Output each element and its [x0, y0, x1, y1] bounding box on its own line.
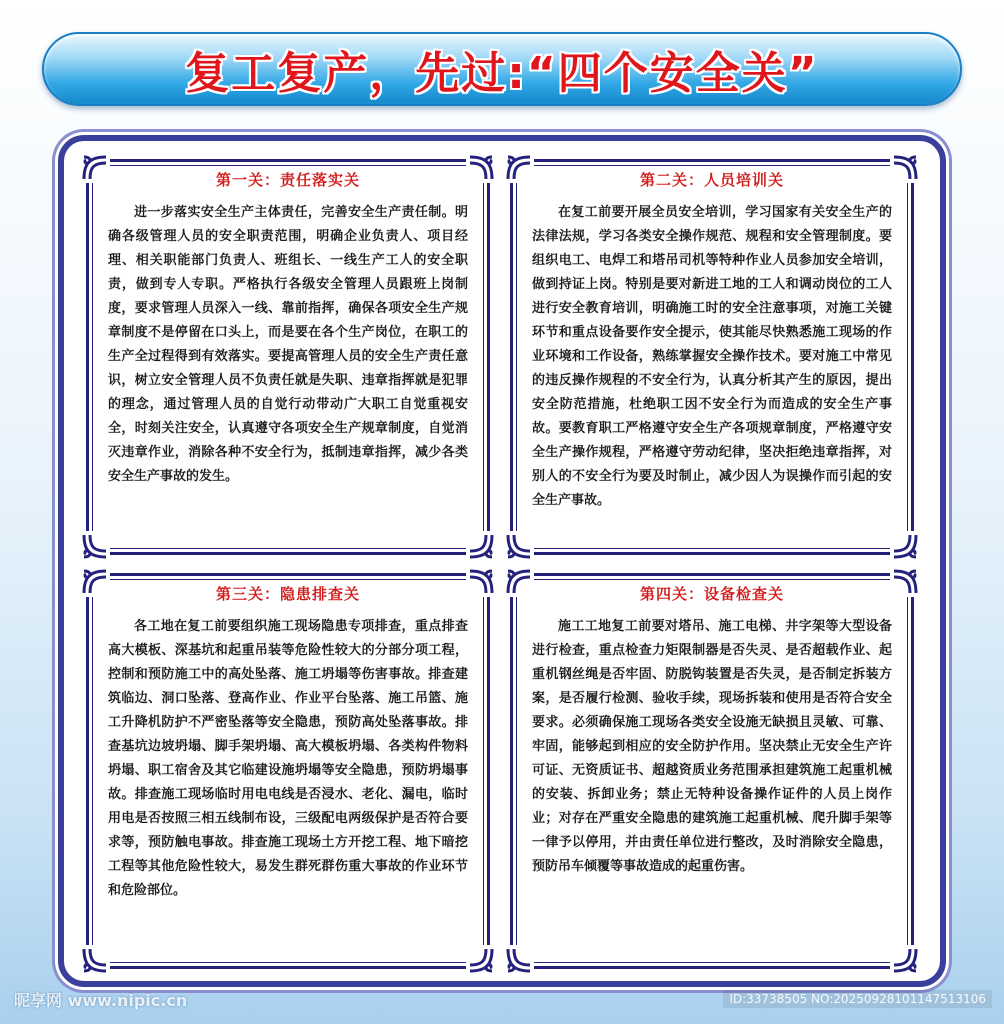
- panel-heading: 第二关：人员培训关: [510, 169, 914, 190]
- panel-body-text: 在复工前要开展全员安全培训，学习国家有关安全生产的法律法规，学习各类安全操作规范、规程和安全管理制度。要组织电工、电焊工和塔吊司机等特种作业人员参加安全培训，做到持证上岗。特别是要对新进工地的工人和调动岗位的工人进行安全教育培训，明确施工时的安全注意事项，对施工关键环节和重点设备要作安全提示，使其能尽快熟悉施工现场的作业环境和工作设备，熟练掌握安全操作技术。要对施工中常见的违反操作规程的不安全行为，认真分析其产生的原因，提出安全防范措施，杜绝职工因不安全行为而造成的安全生产事故。要教育职工严格遵守安全生产各项规章制度，严格遵守安全生产操作规程，严格遵守劳动纪律，坚决拒绝违章指挥，对别人的不安全行为要及时制止，减少因人为误操作而引起的安全生产事故。: [532, 205, 892, 508]
- site-watermark: 昵享网 www.nipic.cn: [14, 991, 188, 1010]
- scroll-ornament-icon: [466, 531, 496, 561]
- scroll-ornament-icon: [890, 531, 920, 561]
- panel-responsibility: [86, 159, 490, 555]
- panel-heading: 第三关：隐患排查关: [86, 583, 490, 604]
- panel-training: [510, 159, 914, 555]
- panel-body-text: 各工地在复工前要组织施工现场隐患专项排查，重点排查高大模板、深基坑和起重吊装等危险性较大的分部分项工程，控制和预防施工中的高处坠落、施工坍塌等伤害事故。排查建筑临边、洞口坠落、登高作业、作业平台坠落、施工吊篮、施工升降机防护不严密坠落等安全隐患，预防高处坠落事故。排查基坑边坡坍塌、脚手架坍塌、高大模板坍塌、各类构件物料坍塌、职工宿舍及其它临建设施坍塌等安全隐患，预防坍塌事故。排查施工现场临时用电电线是否浸水、老化、漏电，临时用电是否按照三相五线制布设，三级配电两级保护是否符合要求等，预防触电事故。排查施工现场土方开挖工程、地下暗挖工程等其他危险性较大，易发生群死群伤重大事故的作业环节和危险部位。: [108, 619, 468, 898]
- title-banner: [42, 32, 962, 106]
- scroll-ornament-icon: [890, 945, 920, 975]
- scroll-ornament-icon: [80, 531, 110, 561]
- content-board: [58, 135, 946, 987]
- scroll-ornament-icon: [466, 945, 496, 975]
- panel-body-text: 进一步落实安全生产主体责任，完善安全生产责任制。明确各级管理人员的安全职责范围，明确企业负责人、项目经理、相关职能部门负责人、班组长、一线生产工人的安全职责，做到专人专职。严格执行各级安全管理人员跟班上岗制度，要求管理人员深入一线、靠前指挥，确保各项安全生产规章制度不是停留在口头上，而是要在各个生产岗位，在职工的生产全过程得到有效落实。要提高管理人员的安全生产责任意识，树立安全管理人员不负责任就是失职、违章指挥就是犯罪的理念，通过管理人员的自觉行动带动广大职工自觉重视安全，时刻关注安全，认真遵守各项安全生产规章制度，自觉消灭违章作业，消除各种不安全行为，抵制违章指挥，减少各类安全生产事故的发生。: [108, 205, 468, 484]
- scroll-ornament-icon: [504, 945, 534, 975]
- panel-heading: 第一关：责任落实关: [86, 169, 490, 190]
- panel-hazard-check: [86, 573, 490, 969]
- panel-heading: 第四关：设备检查关: [510, 583, 914, 604]
- panel-body-text: 施工工地复工前要对塔吊、施工电梯、井字架等大型设备进行检查，重点检查力矩限制器是否失灵、是否超载作业、起重机钢丝绳是否牢固、防脱钩装置是否失灵，是否制定拆装方案，是否履行检测、验收手续，现场拆装和使用是否符合安全要求。必须确保施工现场各类安全设施无缺损且灵敏、可靠、牢固，能够起到相应的安全防护作用。坚决禁止无安全生产许可证、无资质证书、超越资质业务范围承担建筑施工起重机械的安装、拆卸业务；禁止无特种设备操作证件的人员上岗作业；对存在严重安全隐患的建筑施工起重机械、爬升脚手架等一律予以停用，并由责任单位进行整改，及时消除安全隐患，预防吊车倾覆等事故造成的起重伤害。: [532, 619, 892, 874]
- page-title: 复工复产，先过:“四个安全关”: [185, 48, 819, 99]
- image-id-watermark: ID:33738505 NO:20250928101147513106: [723, 990, 992, 1008]
- panel-equipment-check: [510, 573, 914, 969]
- scroll-ornament-icon: [504, 531, 534, 561]
- scroll-ornament-icon: [80, 945, 110, 975]
